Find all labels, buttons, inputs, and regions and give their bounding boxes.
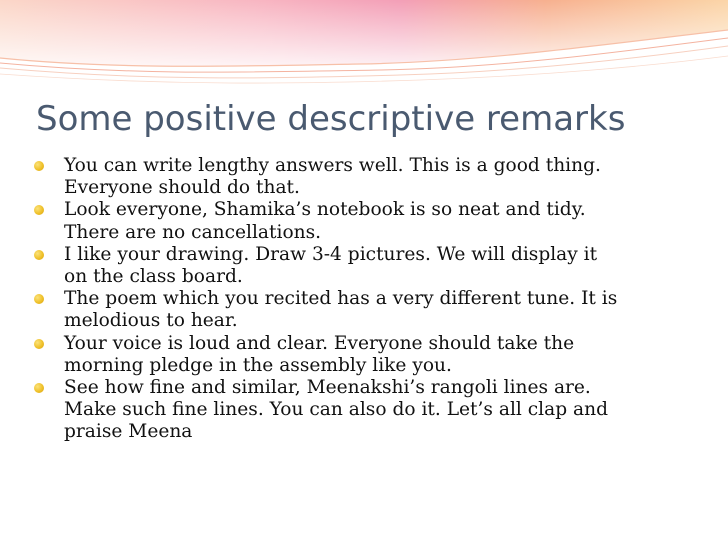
bullet-line: I like your drawing. Draw 3-4 pictures. We will display it <box>64 243 598 265</box>
list-item <box>12 244 722 288</box>
list-item <box>12 199 722 243</box>
bullet-line: morning pledge in the assembly like you. <box>64 354 452 376</box>
list-item <box>12 377 722 444</box>
header-wave-decoration <box>0 0 728 86</box>
bullet-line: The poem which you recited has a very different tune. It is <box>64 288 618 310</box>
list-item <box>12 288 722 332</box>
bullet-line: You can write lengthy answers well. This is a good thing. <box>64 155 601 176</box>
bullet-dot-icon <box>34 294 44 304</box>
bullet-line: melodious to hear. <box>64 310 238 332</box>
bullet-dot-icon <box>34 383 44 393</box>
bullet-list <box>12 155 722 444</box>
list-item <box>12 333 722 377</box>
bullet-line: Look everyone, Shamika’s notebook is so neat and tidy. <box>64 199 586 221</box>
bullet-dot-icon <box>34 205 44 215</box>
bullet-line: There are no cancellations. <box>64 221 322 243</box>
bullet-line: on the class board. <box>64 266 243 288</box>
bullet-line: Your voice is loud and clear. Everyone should take the <box>64 332 575 354</box>
bullet-dot-icon <box>34 250 44 260</box>
slide-title: Some positive descriptive remarks <box>36 99 626 139</box>
bullet-line: Make such fine lines. You can also do it. Let’s all clap and <box>64 399 608 421</box>
list-item <box>12 155 722 199</box>
bullet-dot-icon <box>34 161 44 171</box>
bullet-line: praise Meena <box>64 421 193 443</box>
bullet-line: See how fine and similar, Meenakshi’s rangoli lines are. <box>64 377 591 399</box>
bullet-line: Everyone should do that. <box>64 177 300 199</box>
bullet-dot-icon <box>34 339 44 349</box>
